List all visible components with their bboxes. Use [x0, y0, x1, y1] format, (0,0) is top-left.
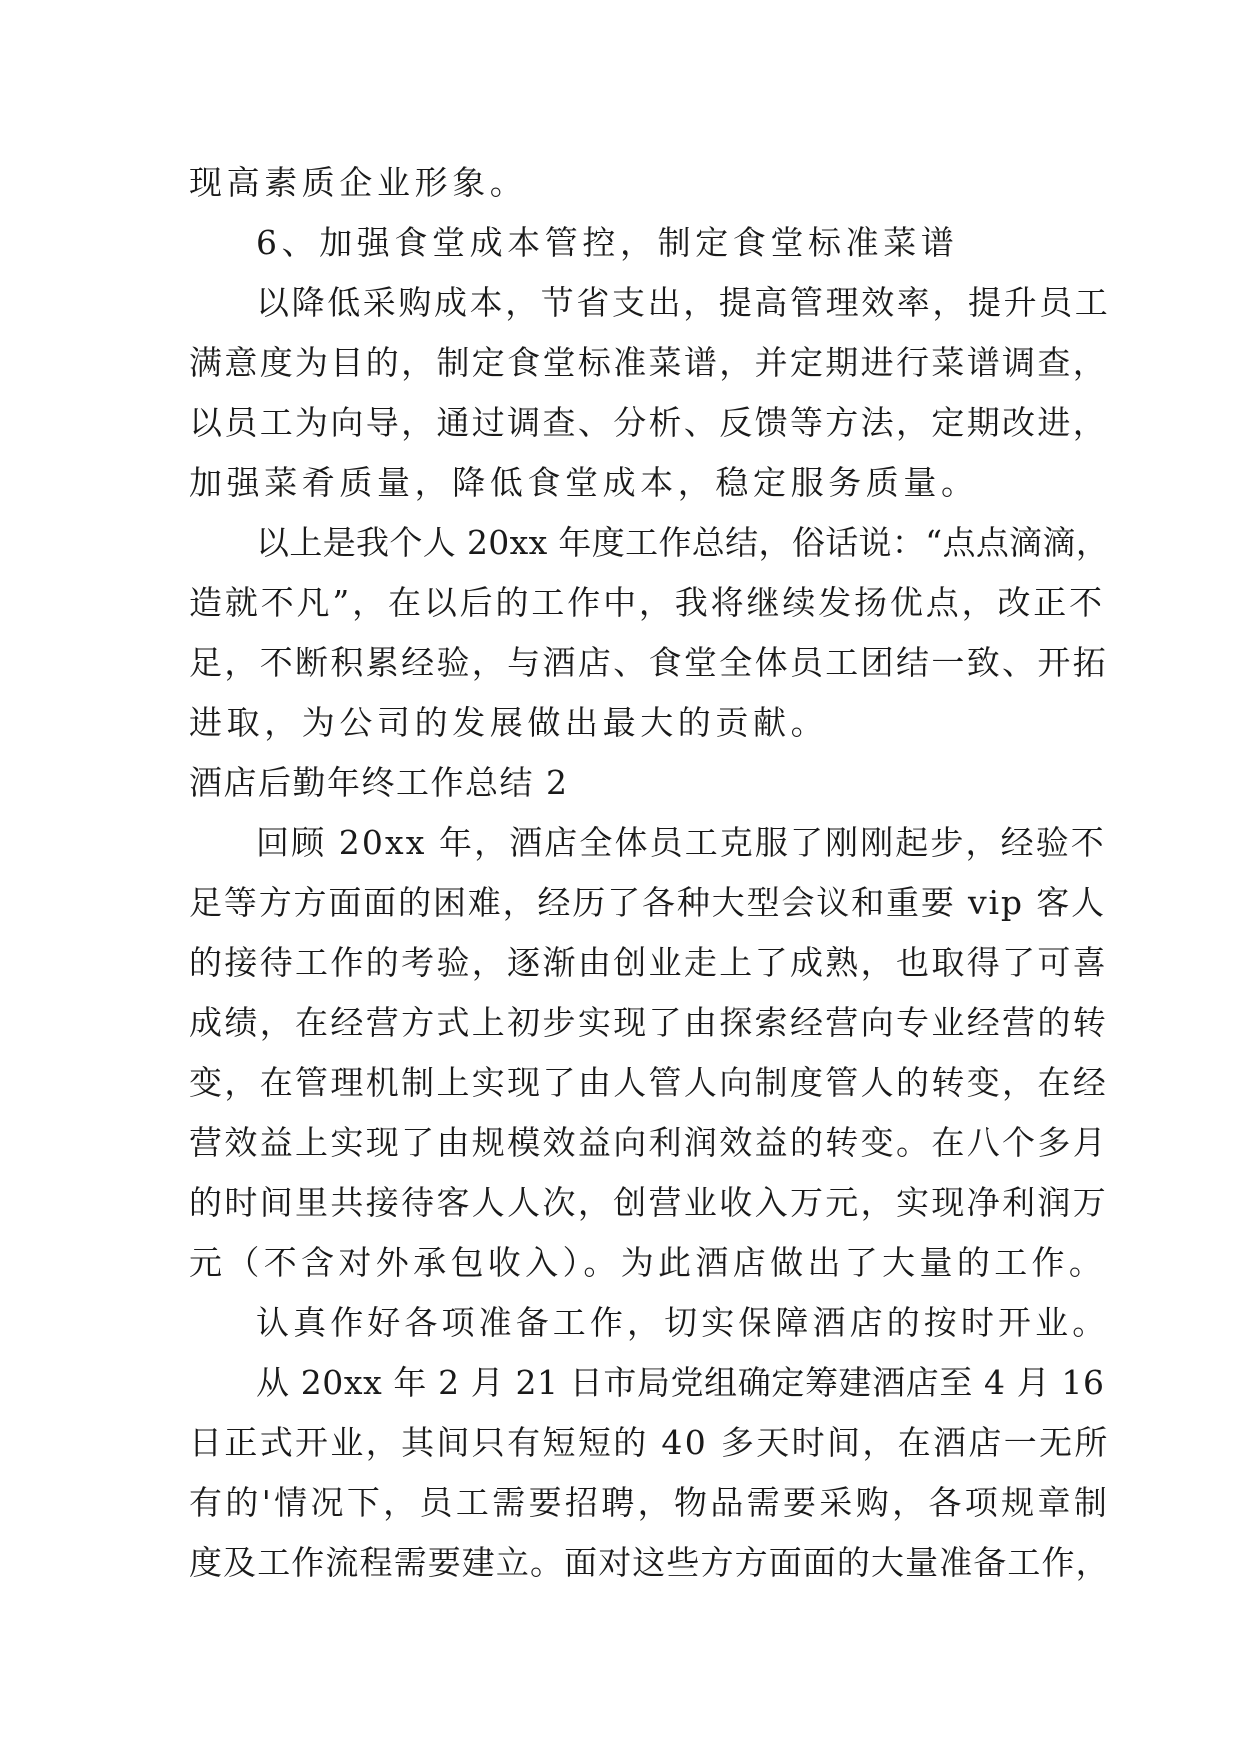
paragraph-line: 造就不凡”，在以后的工作中，我将继续发扬优点，改正不 — [189, 583, 1105, 622]
section-heading: 6、加强食堂成本管控，制定食堂标准菜谱 — [256, 223, 959, 262]
paragraph-line: 进取，为公司的发展做出最大的贡献。 — [189, 703, 829, 742]
paragraph-line: 足，不断积累经验，与酒店、食堂全体员工团结一致、开拓 — [189, 643, 1109, 682]
paragraph-line: 元（不含对外承包收入）。为此酒店做出了大量的工作。 — [189, 1243, 1107, 1282]
paragraph-line: 以降低采购成本，节省支出，提高管理效率，提升员工 — [256, 283, 1111, 322]
paragraph-line: 从 20xx 年 2 月 21 日市局党组确定筹建酒店至 4 月 16 — [256, 1363, 1105, 1402]
paragraph-line: 有的'情况下，员工需要招聘，物品需要采购，各项规章制 — [189, 1483, 1111, 1522]
paragraph-line: 认真作好各项准备工作，切实保障酒店的按时开业。 — [256, 1303, 1110, 1342]
paragraph-line: 以上是我个人 20xx 年度工作总结，俗话说：“点点滴滴， — [256, 523, 1110, 562]
paragraph-line: 变，在管理机制上实现了由人管人向制度管人的转变，在经 — [189, 1063, 1109, 1102]
paragraph-line: 以员工为向导，通过调查、分析、反馈等方法，定期改进， — [189, 403, 1109, 442]
paragraph-line: 度及工作流程需要建立。面对这些方方面面的大量准备工作， — [189, 1543, 1110, 1582]
paragraph-line: 足等方方面面的困难，经历了各种大型会议和重要 vip 客人 — [189, 883, 1106, 922]
paragraph-line: 回顾 20xx 年，酒店全体员工克服了刚刚起步，经验不 — [256, 823, 1106, 862]
paragraph-line: 现高素质企业形象。 — [189, 163, 528, 202]
paragraph-line: 成绩，在经营方式上初步实现了由探索经营向专业经营的转 — [189, 1003, 1109, 1042]
paragraph-line: 日正式开业，其间只有短短的 40 多天时间，在酒店一无所 — [189, 1423, 1110, 1462]
document-title: 酒店后勤年终工作总结 2 — [189, 763, 569, 802]
paragraph-line: 的接待工作的考验，逐渐由创业走上了成熟，也取得了可喜 — [189, 943, 1109, 982]
paragraph-line: 满意度为目的，制定食堂标准菜谱，并定期进行菜谱调查， — [189, 343, 1109, 382]
paragraph-line: 营效益上实现了由规模效益向利润效益的转变。在八个多月 — [189, 1123, 1109, 1162]
paragraph-line: 的时间里共接待客人人次，创营业收入万元，实现净利润万 — [189, 1183, 1109, 1222]
paragraph-line: 加强菜肴质量，降低食堂成本，稳定服务质量。 — [189, 463, 979, 502]
